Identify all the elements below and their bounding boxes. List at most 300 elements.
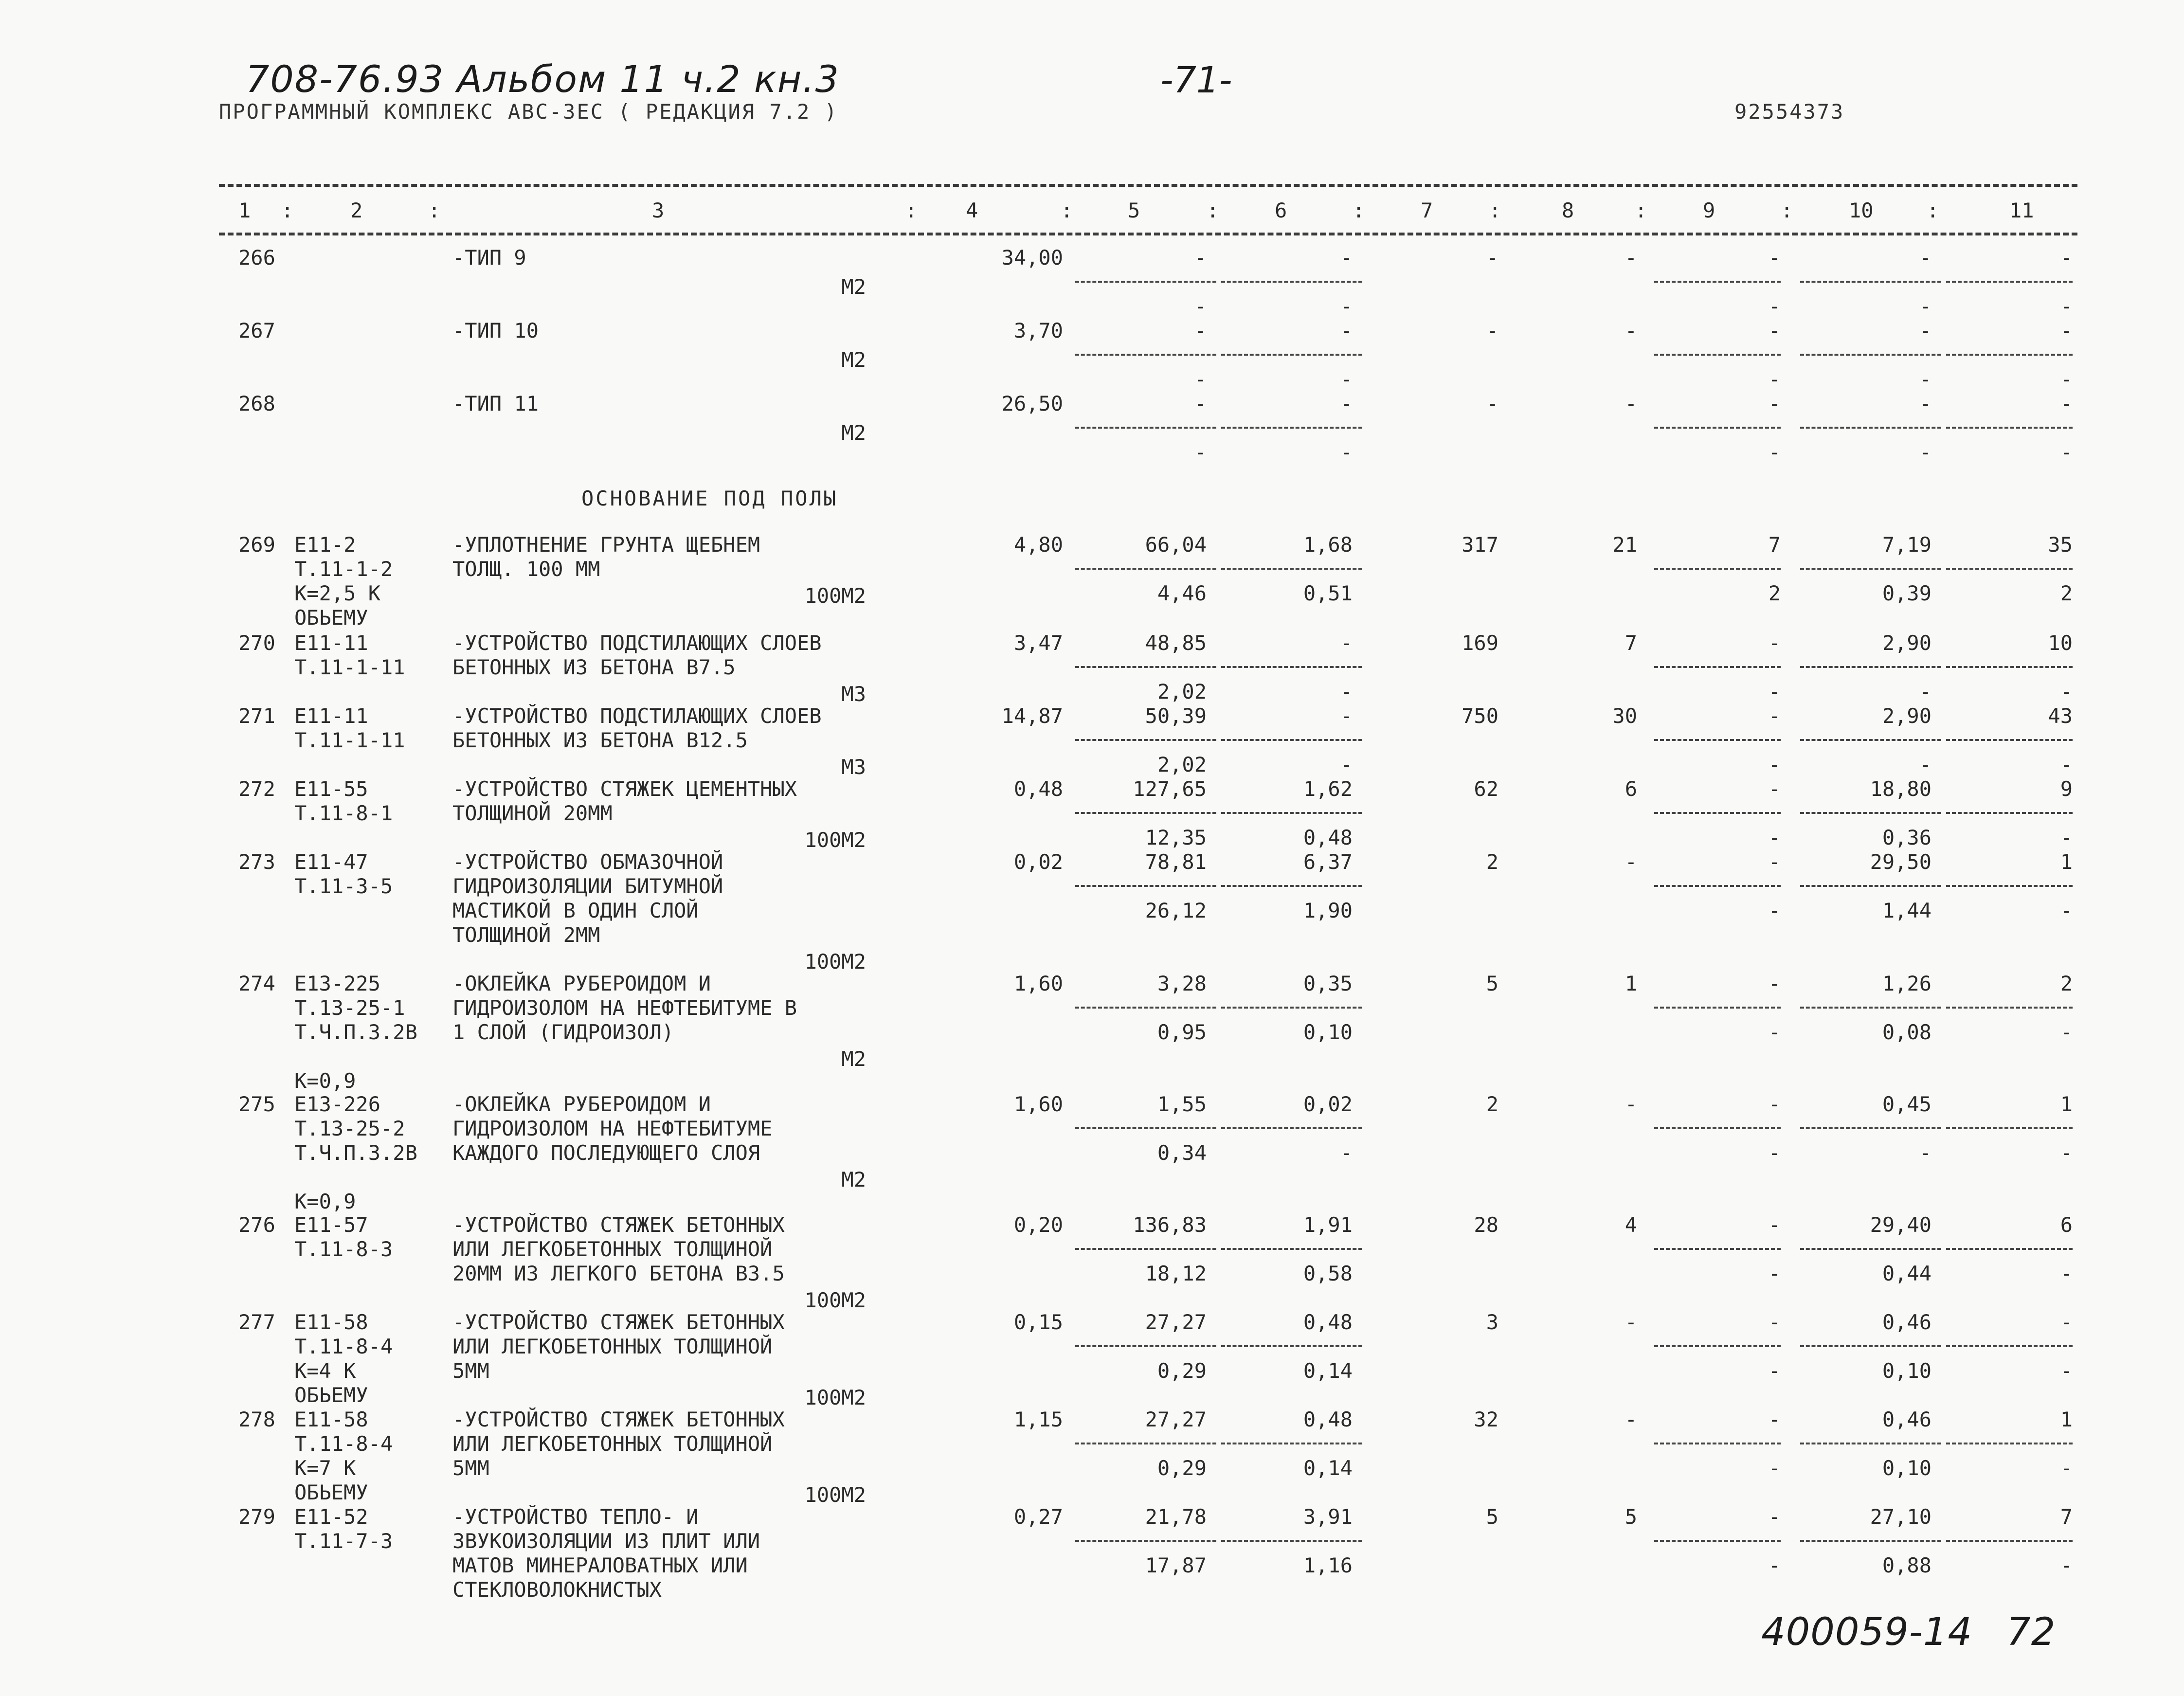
value-separator (1654, 1007, 1781, 1009)
value-separator (1075, 1345, 1216, 1347)
cell-q: 0,27 (1013, 1505, 1063, 1529)
cell-c5: 27,27 (1145, 1310, 1207, 1334)
cell-c6b: - (1340, 1141, 1353, 1165)
cell-c5: 1,55 (1157, 1092, 1207, 1116)
cell-c10: 27,10 (1870, 1505, 1931, 1529)
cell-c11b: - (2060, 1456, 2073, 1480)
cell-c10: 29,50 (1870, 850, 1931, 874)
cell-c11b: - (2060, 1141, 2073, 1165)
handwritten-title: 708-76.93 Альбом 11 ч.2 кн.3 (246, 57, 840, 101)
table-row (0, 1310, 2184, 1407)
value-separator (1075, 666, 1216, 668)
cell-c11b: - (2060, 1262, 2073, 1285)
column-number: 7 (1421, 198, 1433, 222)
cell-c9: - (1768, 850, 1781, 874)
cell-c11: 43 (2048, 704, 2073, 728)
cell-c11b: - (2060, 899, 2073, 922)
value-separator (1654, 1127, 1781, 1129)
cell-unit: М3 (841, 682, 866, 706)
cell-c8: 30 (1612, 704, 1637, 728)
table-row (0, 1505, 2184, 1602)
archive-stamp-page: 72 (2006, 1610, 2056, 1654)
cell-c9b: - (1768, 1553, 1781, 1577)
value-separator (1075, 1540, 1216, 1542)
column-number: 8 (1562, 198, 1574, 222)
cell-n: 274 (238, 972, 275, 995)
column-number: 4 (966, 198, 978, 222)
cell-code: Е13-225 Т.13-25-1 Т.Ч.П.3.2В К=0,9 (294, 972, 417, 1093)
column-separator: : (1927, 198, 1939, 222)
cell-code: Е11-55 Т.11-8-1 (294, 777, 393, 825)
cell-n: 275 (238, 1092, 275, 1116)
value-separator (1946, 427, 2073, 429)
value-separator (1221, 1443, 1362, 1444)
cell-c10: 0,46 (1882, 1310, 1931, 1334)
value-separator (1946, 666, 2073, 668)
cell-unit: 100М2 (804, 584, 866, 608)
column-separator: : (1635, 198, 1647, 222)
cell-code: Е11-11 Т.11-1-11 (294, 704, 405, 752)
cell-c9: - (1768, 972, 1781, 995)
cell-c8: 6 (1624, 777, 1637, 801)
cell-c9: - (1768, 704, 1781, 728)
cell-c8: 1 (1624, 972, 1637, 995)
cell-n: 270 (238, 631, 275, 655)
value-separator (1654, 1443, 1781, 1444)
cell-code: Е13-226 Т.13-25-2 Т.Ч.П.3.2В К=0,9 (294, 1092, 417, 1213)
cell-c7: 62 (1474, 777, 1498, 801)
cell-unit: М2 (841, 348, 866, 372)
cell-unit: М2 (841, 275, 866, 299)
cell-c6: - (1340, 631, 1353, 655)
cell-c10b: 1,44 (1882, 899, 1931, 922)
cell-c11: 35 (2048, 533, 2073, 557)
cell-q: 34,00 (1001, 246, 1063, 270)
cell-c10b: 0,44 (1882, 1262, 1931, 1285)
cell-c5b: 2,02 (1157, 680, 1207, 704)
value-separator (1654, 1248, 1781, 1250)
cell-desc: -ТИП 11 (452, 392, 539, 415)
cell-c5b: - (1194, 440, 1207, 464)
cell-c10b: 0,10 (1882, 1456, 1931, 1480)
cell-unit: 100М2 (804, 950, 866, 974)
cell-q: 0,15 (1013, 1310, 1063, 1334)
cell-c9b: 2 (1768, 581, 1781, 605)
cell-n: 276 (238, 1213, 275, 1237)
column-number: 5 (1128, 198, 1140, 222)
value-separator (1221, 1127, 1362, 1129)
cell-n: 272 (238, 777, 275, 801)
cell-c9b: - (1768, 1020, 1781, 1044)
value-separator (1800, 1248, 1941, 1250)
cell-desc: -УСТРОЙСТВО ПОДСТИЛАЮЩИХ СЛОЕВ БЕТОННЫХ ИЗ БЕТОНА В12.5 (452, 704, 822, 752)
cell-c5: 136,83 (1133, 1213, 1207, 1237)
cell-c8: - (1624, 1407, 1637, 1431)
cell-c5b: 0,95 (1157, 1020, 1207, 1044)
cell-q: 4,80 (1013, 533, 1063, 557)
cell-c9b: - (1768, 1359, 1781, 1383)
cell-c6b: 0,14 (1303, 1359, 1353, 1383)
cell-n: 279 (238, 1505, 275, 1529)
cell-c6: - (1340, 392, 1353, 415)
cell-q: 1,60 (1013, 1092, 1063, 1116)
cell-c6b: 0,58 (1303, 1262, 1353, 1285)
cell-desc: -УСТРОЙСТВО ПОДСТИЛАЮЩИХ СЛОЕВ БЕТОННЫХ ИЗ БЕТОНА В7.5 (452, 631, 822, 679)
column-number: 6 (1275, 198, 1287, 222)
cell-c6: - (1340, 319, 1353, 343)
cell-n: 271 (238, 704, 275, 728)
cell-c6b: - (1340, 294, 1353, 318)
cell-c11b: - (2060, 294, 2073, 318)
cell-c8: - (1624, 850, 1637, 874)
cell-c6b: 1,16 (1303, 1553, 1353, 1577)
cell-c6: 0,02 (1303, 1092, 1353, 1116)
cell-c11: 1 (2060, 1407, 2073, 1431)
cell-c6: - (1340, 246, 1353, 270)
cell-c8: - (1624, 1092, 1637, 1116)
cell-c6: 0,48 (1303, 1407, 1353, 1431)
cell-c7: - (1486, 392, 1498, 415)
cell-unit: 100М2 (804, 1288, 866, 1312)
cell-c5b: - (1194, 367, 1207, 391)
cell-n: 269 (238, 533, 275, 557)
cell-c6: - (1340, 704, 1353, 728)
cell-c11: 7 (2060, 1505, 2073, 1529)
cell-c9: - (1768, 1310, 1781, 1334)
cell-code: Е11-58 Т.11-8-4 К=7 К ОБЬЕМУ (294, 1407, 393, 1504)
value-separator (1946, 354, 2073, 356)
value-separator (1946, 1540, 2073, 1542)
cell-code: Е11-2 Т.11-1-2 К=2,5 К ОБЬЕМУ (294, 533, 393, 630)
cell-c9: - (1768, 777, 1781, 801)
value-separator (1946, 885, 2073, 887)
cell-c6b: 0,10 (1303, 1020, 1353, 1044)
cell-c5: - (1194, 319, 1207, 343)
cell-c10: 18,80 (1870, 777, 1931, 801)
cell-c10b: - (1919, 753, 1931, 776)
column-number: 10 (1849, 198, 1874, 222)
value-separator (1800, 568, 1941, 570)
cell-c9: - (1768, 1407, 1781, 1431)
column-number: 9 (1703, 198, 1715, 222)
cell-c9b: - (1768, 753, 1781, 776)
value-separator (1654, 812, 1781, 814)
cell-c11: - (2060, 246, 2073, 270)
cell-c10: - (1919, 246, 1931, 270)
value-separator (1221, 281, 1362, 283)
cell-unit: М3 (841, 755, 866, 779)
cell-c10: 2,90 (1882, 704, 1931, 728)
cell-c7: 2 (1486, 850, 1498, 874)
cell-desc: -УСТРОЙСТВО ТЕПЛО- И ЗВУКОИЗОЛЯЦИИ ИЗ ПЛИТ ИЛИ МАТОВ МИНЕРАЛОВАТНЫХ ИЛИ СТЕКЛОВОЛОКНИСТЫХ (452, 1505, 760, 1602)
cell-c8: 21 (1612, 533, 1637, 557)
value-separator (1800, 427, 1941, 429)
table-row (0, 1213, 2184, 1310)
column-number: 11 (2009, 198, 2034, 222)
value-separator (1800, 281, 1941, 283)
cell-c9b: - (1768, 1141, 1781, 1165)
cell-c5: 3,28 (1157, 972, 1207, 995)
program-line: ПРОГРАММНЫЙ КОМПЛЕКС АВС-3ЕС ( РЕДАКЦИЯ 7.2 ) (219, 100, 838, 124)
cell-c5b: 26,12 (1145, 899, 1207, 922)
value-separator (1800, 1443, 1941, 1444)
section-title: ОСНОВАНИЕ ПОД ПОЛЫ (581, 487, 838, 510)
cell-n: 266 (238, 246, 275, 270)
cell-c5b: 18,12 (1145, 1262, 1207, 1285)
column-separator: : (1207, 198, 1219, 222)
column-number: 1 (238, 198, 251, 222)
value-separator (1075, 1007, 1216, 1009)
value-separator (1946, 1127, 2073, 1129)
cell-c6b: - (1340, 753, 1353, 776)
value-separator (1654, 568, 1781, 570)
cell-c7: - (1486, 246, 1498, 270)
value-separator (1946, 812, 2073, 814)
value-separator (1800, 1540, 1941, 1542)
value-separator (1800, 1127, 1941, 1129)
cell-c9: - (1768, 392, 1781, 415)
cell-c7: 169 (1462, 631, 1498, 655)
cell-c6b: 1,90 (1303, 899, 1353, 922)
cell-c5: - (1194, 392, 1207, 415)
cell-c5b: 12,35 (1145, 826, 1207, 849)
cell-c10: - (1919, 319, 1931, 343)
table-row (0, 246, 2184, 319)
cell-c5b: 2,02 (1157, 753, 1207, 776)
cell-c7: 5 (1486, 1505, 1498, 1529)
cell-c10b: - (1919, 367, 1931, 391)
cell-c7: 317 (1462, 533, 1498, 557)
column-number: 3 (652, 198, 665, 222)
table-row (0, 704, 2184, 777)
cell-c11: 6 (2060, 1213, 2073, 1237)
cell-c11b: - (2060, 367, 2073, 391)
value-separator (1221, 812, 1362, 814)
value-separator (1075, 1127, 1216, 1129)
cell-c6b: - (1340, 367, 1353, 391)
cell-c10: 2,90 (1882, 631, 1931, 655)
value-separator (1221, 885, 1362, 887)
cell-desc: -УСТРОЙСТВО ОБМАЗОЧНОЙ ГИДРОИЗОЛЯЦИИ БИТУМНОЙ МАСТИКОЙ В ОДИН СЛОЙ ТОЛЩИНОЙ 2ММ (452, 850, 723, 947)
cell-c11b: - (2060, 680, 2073, 704)
cell-q: 3,70 (1013, 319, 1063, 343)
value-separator (1075, 281, 1216, 283)
archive-stamp (1761, 1610, 2056, 1654)
cell-c10b: 0,39 (1882, 581, 1931, 605)
cell-desc: -УСТРОЙСТВО СТЯЖЕК ЦЕМЕНТНЫХ ТОЛЩИНОЙ 20ММ (452, 777, 797, 825)
value-separator (1075, 427, 1216, 429)
archive-stamp-number: 400059-14 (1761, 1610, 1973, 1654)
cell-code: Е11-11 Т.11-1-11 (294, 631, 405, 679)
cell-unit: 100М2 (804, 1386, 866, 1409)
value-separator (1075, 739, 1216, 741)
cell-q: 0,02 (1013, 850, 1063, 874)
cell-c5b: 17,87 (1145, 1553, 1207, 1577)
column-separator: : (1353, 198, 1365, 222)
page-mark: -71- (1160, 59, 1232, 101)
table-header-rule (219, 233, 2077, 235)
cell-desc: -ОКЛЕЙКА РУБЕРОИДОМ И ГИДРОИЗОЛОМ НА НЕФТЕБИТУМЕ В 1 СЛОЙ (ГИДРОИЗОЛ) (452, 972, 797, 1044)
value-separator (1800, 1007, 1941, 1009)
cell-c5: - (1194, 246, 1207, 270)
cell-c8: - (1624, 392, 1637, 415)
column-separator: : (905, 198, 918, 222)
cell-c6: 1,62 (1303, 777, 1353, 801)
cell-c6: 1,91 (1303, 1213, 1353, 1237)
cell-c9b: - (1768, 1456, 1781, 1480)
cell-c5: 127,65 (1133, 777, 1207, 801)
cell-n: 268 (238, 392, 275, 415)
table-row (0, 533, 2184, 631)
table-row (0, 319, 2184, 392)
cell-c11: 1 (2060, 1092, 2073, 1116)
cell-c6b: - (1340, 440, 1353, 464)
cell-c9: 7 (1768, 533, 1781, 557)
value-separator (1221, 666, 1362, 668)
cell-desc: -УПЛОТНЕНИЕ ГРУНТА ЩЕБНЕМ ТОЛЩ. 100 ММ (452, 533, 760, 581)
value-separator (1075, 1248, 1216, 1250)
cell-c8: 5 (1624, 1505, 1637, 1529)
cell-c9: - (1768, 1092, 1781, 1116)
value-separator (1800, 885, 1941, 887)
value-separator (1075, 1443, 1216, 1444)
value-separator (1221, 1540, 1362, 1542)
cell-c5: 48,85 (1145, 631, 1207, 655)
cell-unit: М2 (841, 1168, 866, 1191)
value-separator (1221, 1007, 1362, 1009)
cell-c6: 6,37 (1303, 850, 1353, 874)
cell-desc: -УСТРОЙСТВО СТЯЖЕК БЕТОННЫХ ИЛИ ЛЕГКОБЕТОННЫХ ТОЛЩИНОЙ 5ММ (452, 1407, 785, 1480)
cell-n: 273 (238, 850, 275, 874)
cell-c9: - (1768, 1505, 1781, 1529)
value-separator (1075, 885, 1216, 887)
cell-unit: М2 (841, 421, 866, 445)
table-row (0, 1092, 2184, 1213)
value-separator (1654, 1345, 1781, 1347)
column-separator: : (281, 198, 294, 222)
value-separator (1221, 568, 1362, 570)
value-separator (1800, 666, 1941, 668)
cell-c6: 3,91 (1303, 1505, 1353, 1529)
cell-c9b: - (1768, 367, 1781, 391)
value-separator (1946, 1248, 2073, 1250)
cell-c5: 21,78 (1145, 1505, 1207, 1529)
value-separator (1221, 354, 1362, 356)
cell-c6: 1,68 (1303, 533, 1353, 557)
value-separator (1654, 281, 1781, 283)
value-separator (1800, 739, 1941, 741)
cell-c10: 0,46 (1882, 1407, 1931, 1431)
value-separator (1946, 568, 2073, 570)
cell-n: 277 (238, 1310, 275, 1334)
value-separator (1654, 666, 1781, 668)
table-row (0, 392, 2184, 465)
value-separator (1946, 1007, 2073, 1009)
cell-c11b: - (2060, 440, 2073, 464)
value-separator (1654, 354, 1781, 356)
cell-c10: 1,26 (1882, 972, 1931, 995)
cell-q: 1,60 (1013, 972, 1063, 995)
cell-c10b: - (1919, 680, 1931, 704)
cell-c5: 78,81 (1145, 850, 1207, 874)
cell-c7: 5 (1486, 972, 1498, 995)
cell-code: Е11-57 Т.11-8-3 (294, 1213, 393, 1261)
cell-c10: 7,19 (1882, 533, 1931, 557)
value-separator (1221, 1345, 1362, 1347)
cell-c6b: 0,51 (1303, 581, 1353, 605)
cell-c5: 50,39 (1145, 704, 1207, 728)
cell-q: 1,15 (1013, 1407, 1063, 1431)
cell-c10b: 0,88 (1882, 1553, 1931, 1577)
cell-c6b: - (1340, 680, 1353, 704)
cell-c5b: 0,34 (1157, 1141, 1207, 1165)
cell-c6: 0,48 (1303, 1310, 1353, 1334)
value-separator (1075, 568, 1216, 570)
cell-c11: 9 (2060, 777, 2073, 801)
cell-c10b: - (1919, 1141, 1931, 1165)
value-separator (1654, 427, 1781, 429)
cell-c9b: - (1768, 680, 1781, 704)
document-code: 92554373 (1734, 100, 1845, 124)
value-separator (1800, 1345, 1941, 1347)
cell-c11: - (2060, 392, 2073, 415)
value-separator (1654, 885, 1781, 887)
cell-desc: -ТИП 10 (452, 319, 539, 343)
column-separator: : (1061, 198, 1073, 222)
value-separator (1075, 354, 1216, 356)
cell-c9: - (1768, 319, 1781, 343)
table-row (0, 777, 2184, 850)
value-separator (1654, 1540, 1781, 1542)
cell-c10b: 0,36 (1882, 826, 1931, 849)
cell-c7: 750 (1462, 704, 1498, 728)
cell-c9b: - (1768, 440, 1781, 464)
cell-c10: - (1919, 392, 1931, 415)
cell-unit: М2 (841, 1047, 866, 1071)
cell-c8: 4 (1624, 1213, 1637, 1237)
cell-unit: 100М2 (804, 1483, 866, 1507)
table-row (0, 1407, 2184, 1505)
cell-c11: 2 (2060, 972, 2073, 995)
cell-desc: -ОКЛЕЙКА РУБЕРОИДОМ И ГИДРОИЗОЛОМ НА НЕФТЕБИТУМЕ КАЖДОГО ПОСЛЕДУЮЩЕГО СЛОЯ (452, 1092, 773, 1165)
cell-code: Е11-58 Т.11-8-4 К=4 К ОБЬЕМУ (294, 1310, 393, 1407)
column-separator: : (1489, 198, 1501, 222)
cell-code: Е11-47 Т.11-3-5 (294, 850, 393, 898)
cell-c9b: - (1768, 294, 1781, 318)
cell-c8: - (1624, 246, 1637, 270)
cell-c9b: - (1768, 899, 1781, 922)
cell-c11b: 2 (2060, 581, 2073, 605)
table-top-rule (219, 184, 2077, 187)
cell-c10b: - (1919, 440, 1931, 464)
cell-c9: - (1768, 1213, 1781, 1237)
cell-n: 278 (238, 1407, 275, 1431)
cell-c9b: - (1768, 1262, 1781, 1285)
value-separator (1075, 812, 1216, 814)
value-separator (1221, 1248, 1362, 1250)
cell-c8: - (1624, 319, 1637, 343)
cell-c11b: - (2060, 1359, 2073, 1383)
cell-desc: -УСТРОЙСТВО СТЯЖЕК БЕТОННЫХ ИЛИ ЛЕГКОБЕТОННЫХ ТОЛЩИНОЙ 5ММ (452, 1310, 785, 1383)
cell-c10: 29,40 (1870, 1213, 1931, 1237)
column-separator: : (1781, 198, 1793, 222)
cell-c8: - (1624, 1310, 1637, 1334)
value-separator (1946, 1345, 2073, 1347)
cell-c7: 32 (1474, 1407, 1498, 1431)
value-separator (1221, 739, 1362, 741)
cell-c10b: 0,08 (1882, 1020, 1931, 1044)
cell-c8: 7 (1624, 631, 1637, 655)
